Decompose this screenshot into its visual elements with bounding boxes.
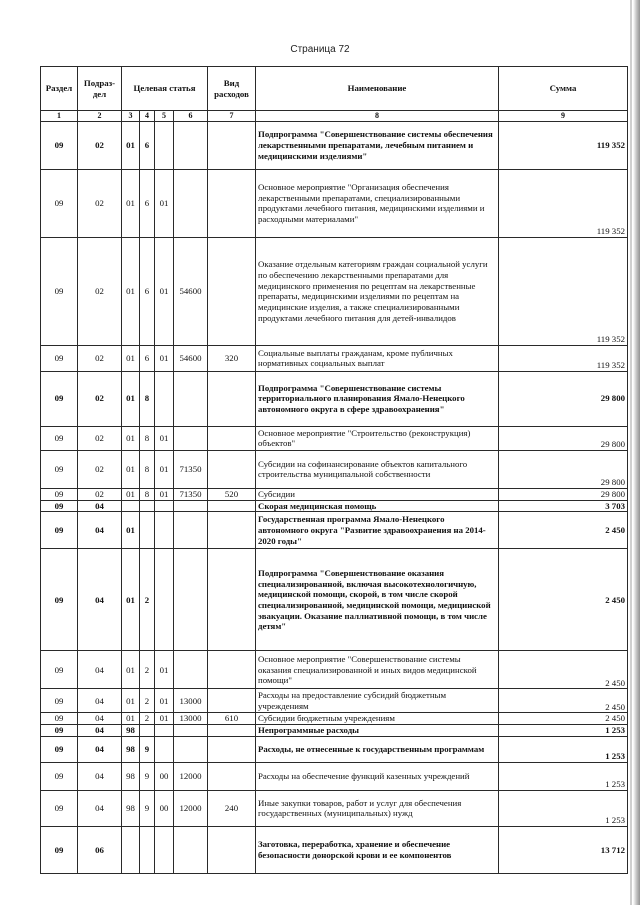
target-article-part3: [155, 826, 174, 873]
target-article-code: 71350: [174, 450, 208, 488]
razdel-cell: 09: [41, 790, 78, 826]
target-article-code: [174, 426, 208, 450]
target-article-part3: 01: [155, 169, 174, 237]
podrazdel-cell: 04: [78, 790, 122, 826]
table-row: [41, 426, 628, 450]
sum-cell: 2 450: [499, 512, 628, 549]
target-article-code: 54600: [174, 237, 208, 345]
sum-cell: 29 800: [499, 426, 628, 450]
podrazdel-cell: 02: [78, 450, 122, 488]
expense-type-cell: [208, 549, 256, 651]
target-article-part3: 01: [155, 345, 174, 371]
col-number: 8: [256, 111, 499, 122]
column-number-row: [41, 111, 628, 122]
sum-cell: 2 450: [499, 549, 628, 651]
podrazdel-cell: 04: [78, 500, 122, 512]
razdel-cell: 09: [41, 512, 78, 549]
item-name-cell: Основное мероприятие "Организация обеспечения лекарственными препаратами, специализированными продуктами лечебного питания, медицинскими изделиями и расходными материалами": [256, 169, 499, 237]
sum-cell: 29 800: [499, 450, 628, 488]
target-article-part2: [140, 512, 155, 549]
col-number: 3: [122, 111, 140, 122]
target-article-part2: [140, 725, 155, 737]
target-article-code: [174, 549, 208, 651]
target-article-part1: 01: [122, 689, 140, 713]
razdel-cell: 09: [41, 237, 78, 345]
sum-cell: 119 352: [499, 345, 628, 371]
target-article-part2: 2: [140, 651, 155, 689]
table-row: [41, 121, 628, 169]
target-article-part2: 6: [140, 345, 155, 371]
expense-type-cell: [208, 736, 256, 762]
razdel-cell: 09: [41, 500, 78, 512]
page-number: Страница 72: [290, 44, 350, 55]
target-article-part1: 01: [122, 488, 140, 500]
item-name-cell: Иные закупки товаров, работ и услуг для обеспечения государственных (муниципальных) нужд: [256, 790, 499, 826]
target-article-part1: 01: [122, 371, 140, 426]
razdel-cell: 09: [41, 169, 78, 237]
target-article-part1: 01: [122, 237, 140, 345]
table-row: [41, 725, 628, 737]
header-row: [41, 67, 628, 111]
item-name-cell: Основное мероприятие "Совершенствование системы оказания специализированной и иных видов медицинской помощи": [256, 651, 499, 689]
col-number: 2: [78, 111, 122, 122]
table-row: [41, 512, 628, 549]
target-article-part2: 9: [140, 736, 155, 762]
sum-cell: 119 352: [499, 121, 628, 169]
item-name-cell: Субсидии на софинансирование объектов капитального строительства муниципальной собственности: [256, 450, 499, 488]
target-article-part2: 8: [140, 488, 155, 500]
item-name-cell: Подпрограмма "Совершенствование системы территориального планирования Ямало-Ненецкого автономного округа в сфере здравоохранения": [256, 371, 499, 426]
target-article-part1: 01: [122, 121, 140, 169]
sum-cell: 2 450: [499, 689, 628, 713]
table-row: [41, 500, 628, 512]
table-row: [41, 826, 628, 873]
target-article-part2: 8: [140, 426, 155, 450]
sum-cell: 1 253: [499, 736, 628, 762]
target-article-code: [174, 169, 208, 237]
col-number: 7: [208, 111, 256, 122]
target-article-part1: 98: [122, 762, 140, 790]
target-article-part1: [122, 500, 140, 512]
expense-type-cell: [208, 450, 256, 488]
header-target-article: Целевая статья: [122, 67, 208, 111]
table-row: [41, 713, 628, 725]
target-article-part3: 01: [155, 689, 174, 713]
target-article-part2: 8: [140, 450, 155, 488]
sum-cell: 29 800: [499, 488, 628, 500]
table-row: [41, 762, 628, 790]
target-article-part1: 98: [122, 736, 140, 762]
target-article-code: 54600: [174, 345, 208, 371]
sum-cell: 2 450: [499, 651, 628, 689]
sum-cell: 3 703: [499, 500, 628, 512]
table-row: [41, 371, 628, 426]
item-name-cell: Подпрограмма "Совершенствование системы обеспечения лекарственными препаратами, лечебным питанием и медицинскими изделиями": [256, 121, 499, 169]
razdel-cell: 09: [41, 762, 78, 790]
target-article-part2: 6: [140, 237, 155, 345]
podrazdel-cell: 02: [78, 237, 122, 345]
razdel-cell: 09: [41, 450, 78, 488]
razdel-cell: 09: [41, 736, 78, 762]
podrazdel-cell: 02: [78, 169, 122, 237]
podrazdel-cell: 02: [78, 426, 122, 450]
sum-cell: 29 800: [499, 371, 628, 426]
expense-type-cell: [208, 762, 256, 790]
expense-type-cell: [208, 121, 256, 169]
budget-table: [40, 66, 628, 874]
podrazdel-cell: 04: [78, 736, 122, 762]
podrazdel-cell: 02: [78, 488, 122, 500]
item-name-cell: Непрограммные расходы: [256, 725, 499, 737]
expense-type-cell: [208, 169, 256, 237]
expense-type-cell: 240: [208, 790, 256, 826]
target-article-code: [174, 736, 208, 762]
target-article-code: 12000: [174, 762, 208, 790]
item-name-cell: Подпрограмма "Совершенствование оказания специализированной, включая высокотехнологичную, медицинской помощи, скорой, в том числе скорой специализированной, медицинской помощи, медицинской эвакуации. Оказание паллиативной помощи, в том числе детям": [256, 549, 499, 651]
target-article-part1: 01: [122, 512, 140, 549]
target-article-part3: 01: [155, 237, 174, 345]
razdel-cell: 09: [41, 345, 78, 371]
target-article-code: 71350: [174, 488, 208, 500]
col-number: 4: [140, 111, 155, 122]
target-article-part1: 01: [122, 426, 140, 450]
item-name-cell: Субсидии: [256, 488, 499, 500]
sum-cell: 119 352: [499, 237, 628, 345]
sum-cell: 13 712: [499, 826, 628, 873]
target-article-part3: [155, 725, 174, 737]
header-sum: Сумма: [499, 67, 628, 111]
expense-type-cell: [208, 826, 256, 873]
target-article-part1: 01: [122, 549, 140, 651]
table-row: [41, 488, 628, 500]
target-article-part2: [140, 500, 155, 512]
razdel-cell: 09: [41, 651, 78, 689]
item-name-cell: Заготовка, переработка, хранение и обеспечение безопасности донорской крови и ее компонентов: [256, 826, 499, 873]
expense-type-cell: 610: [208, 713, 256, 725]
col-number: 9: [499, 111, 628, 122]
target-article-code: [174, 725, 208, 737]
expense-type-cell: 320: [208, 345, 256, 371]
table-row: [41, 736, 628, 762]
razdel-cell: 09: [41, 488, 78, 500]
expense-type-cell: 520: [208, 488, 256, 500]
table-row: [41, 651, 628, 689]
target-article-code: 12000: [174, 790, 208, 826]
target-article-part3: 00: [155, 790, 174, 826]
sum-cell: 1 253: [499, 790, 628, 826]
item-name-cell: Основное мероприятие "Строительство (реконструкция) объектов": [256, 426, 499, 450]
header-name: Наименование: [256, 67, 499, 111]
sum-cell: 1 253: [499, 762, 628, 790]
target-article-code: [174, 826, 208, 873]
target-article-part3: [155, 549, 174, 651]
item-name-cell: Социальные выплаты гражданам, кроме публичных нормативных социальных выплат: [256, 345, 499, 371]
podrazdel-cell: 04: [78, 549, 122, 651]
scan-edge: [633, 0, 640, 905]
podrazdel-cell: 04: [78, 713, 122, 725]
target-article-code: [174, 121, 208, 169]
sum-cell: 2 450: [499, 713, 628, 725]
item-name-cell: Оказание отдельным категориям граждан социальной услуги по обеспечению лекарственными препаратами для медицинского применения по рецептам на лекарственные препараты, медицинскими изделиями по рецептам на медицинские изделия, а также специализированными продуктами лечебного питания для детей-инвалидов: [256, 237, 499, 345]
expense-type-cell: [208, 725, 256, 737]
header-razdel: Раздел: [41, 67, 78, 111]
target-article-part1: 98: [122, 725, 140, 737]
podrazdel-cell: 04: [78, 651, 122, 689]
target-article-part2: 8: [140, 371, 155, 426]
target-article-part2: [140, 826, 155, 873]
razdel-cell: 09: [41, 826, 78, 873]
item-name-cell: Скорая медицинская помощь: [256, 500, 499, 512]
table-row: [41, 345, 628, 371]
target-article-part3: 01: [155, 651, 174, 689]
target-article-part3: [155, 371, 174, 426]
razdel-cell: 09: [41, 371, 78, 426]
target-article-part1: 98: [122, 790, 140, 826]
target-article-part1: 01: [122, 450, 140, 488]
item-name-cell: Расходы на предоставление субсидий бюджетным учреждениям: [256, 689, 499, 713]
podrazdel-cell: 04: [78, 762, 122, 790]
target-article-part1: 01: [122, 713, 140, 725]
table-row: [41, 549, 628, 651]
target-article-part2: 9: [140, 762, 155, 790]
target-article-part2: 2: [140, 713, 155, 725]
target-article-code: 13000: [174, 689, 208, 713]
razdel-cell: 09: [41, 549, 78, 651]
expense-type-cell: [208, 512, 256, 549]
target-article-part2: 6: [140, 121, 155, 169]
sum-cell: 1 253: [499, 725, 628, 737]
podrazdel-cell: 02: [78, 345, 122, 371]
target-article-part2: 2: [140, 549, 155, 651]
target-article-part2: 2: [140, 689, 155, 713]
podrazdel-cell: 02: [78, 371, 122, 426]
target-article-code: [174, 651, 208, 689]
target-article-part3: [155, 500, 174, 512]
item-name-cell: Субсидии бюджетным учреждениям: [256, 713, 499, 725]
target-article-part2: 6: [140, 169, 155, 237]
razdel-cell: 09: [41, 713, 78, 725]
target-article-part3: [155, 512, 174, 549]
expense-type-cell: [208, 500, 256, 512]
col-number: 5: [155, 111, 174, 122]
razdel-cell: 09: [41, 121, 78, 169]
table-row: [41, 450, 628, 488]
target-article-part3: 00: [155, 762, 174, 790]
podrazdel-cell: 04: [78, 725, 122, 737]
expense-type-cell: [208, 237, 256, 345]
podrazdel-cell: 04: [78, 512, 122, 549]
header-podrazdel: Подраз-дел: [78, 67, 122, 111]
item-name-cell: Расходы на обеспечение функций казенных учреждений: [256, 762, 499, 790]
table-row: [41, 689, 628, 713]
razdel-cell: 09: [41, 426, 78, 450]
target-article-part3: 01: [155, 713, 174, 725]
expense-type-cell: [208, 651, 256, 689]
sum-cell: 119 352: [499, 169, 628, 237]
item-name-cell: Расходы, не отнесенные к государственным программам: [256, 736, 499, 762]
table-row: [41, 169, 628, 237]
target-article-part1: 01: [122, 651, 140, 689]
razdel-cell: 09: [41, 689, 78, 713]
podrazdel-cell: 06: [78, 826, 122, 873]
page-edge-shadow: [630, 0, 632, 905]
target-article-part3: 01: [155, 488, 174, 500]
table-row: [41, 790, 628, 826]
target-article-code: [174, 371, 208, 426]
col-number: 1: [41, 111, 78, 122]
target-article-part1: 01: [122, 345, 140, 371]
podrazdel-cell: 04: [78, 689, 122, 713]
target-article-part1: [122, 826, 140, 873]
podrazdel-cell: 02: [78, 121, 122, 169]
target-article-code: [174, 500, 208, 512]
target-article-part3: [155, 121, 174, 169]
target-article-code: [174, 512, 208, 549]
col-number: 6: [174, 111, 208, 122]
target-article-code: 13000: [174, 713, 208, 725]
razdel-cell: 09: [41, 725, 78, 737]
target-article-part3: 01: [155, 426, 174, 450]
expense-type-cell: [208, 371, 256, 426]
target-article-part2: 9: [140, 790, 155, 826]
header-expense-type: Вид расходов: [208, 67, 256, 111]
target-article-part1: 01: [122, 169, 140, 237]
budget-table-body: [41, 121, 628, 873]
table-row: [41, 237, 628, 345]
expense-type-cell: [208, 689, 256, 713]
target-article-part3: 01: [155, 450, 174, 488]
target-article-part3: [155, 736, 174, 762]
item-name-cell: Государственная программа Ямало-Ненецкого автономного округа "Развитие здравоохранения на 2014-2020 годы": [256, 512, 499, 549]
expense-type-cell: [208, 426, 256, 450]
